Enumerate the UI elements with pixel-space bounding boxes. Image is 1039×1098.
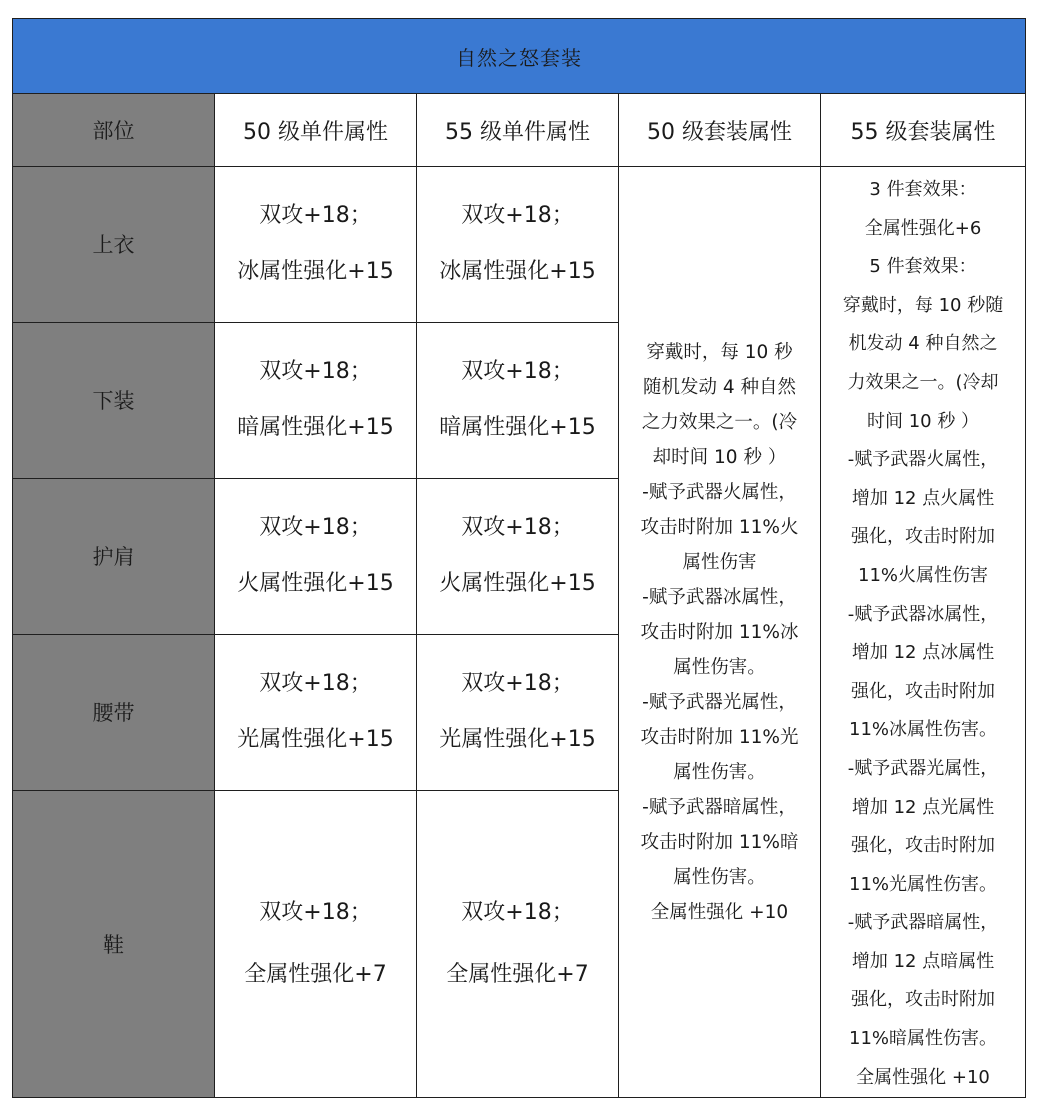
- slot-cell: 鞋: [13, 790, 215, 1098]
- lv50-single-cell: [215, 167, 417, 323]
- lv55-single-cell: [417, 478, 619, 634]
- attr-line: 暗属性强化+15: [237, 415, 394, 441]
- header-55-set: 55 级套装属性: [821, 94, 1026, 167]
- set-text-line: 时间 10 秒 ）: [866, 410, 980, 432]
- table-row: [13, 167, 1026, 323]
- attr-line: 火属性强化+15: [237, 571, 394, 597]
- attr-line: 双攻+18；: [259, 203, 372, 229]
- set-text-line: -赋予武器光属性，: [642, 691, 797, 713]
- set-text-line: 增加 12 点光属性: [851, 796, 995, 818]
- set55-text: [821, 171, 1025, 1097]
- set-text-line: 全属性强化+6: [864, 217, 982, 239]
- set-text-line: 属性伤害: [682, 551, 757, 573]
- set-text-line: -赋予武器火属性，: [642, 481, 797, 503]
- set-text-line: 属性伤害。: [673, 866, 766, 888]
- attr-line: 全属性强化+7: [446, 961, 589, 987]
- set-text-line: 全属性强化 +10: [856, 1066, 990, 1088]
- slot-cell: 下装: [13, 322, 215, 478]
- attr-line: 双攻+18；: [461, 899, 574, 925]
- attr-line: 双攻+18；: [461, 359, 574, 385]
- attr-line: 双攻+18；: [461, 671, 574, 697]
- set-text-line: 11%冰属性伤害。: [849, 719, 998, 741]
- attr-line: 双攻+18；: [259, 671, 372, 697]
- attr-line: 冰属性强化+15: [439, 259, 596, 285]
- header-slot: 部位: [13, 94, 215, 167]
- attr-line: 光属性强化+15: [439, 727, 596, 753]
- set-attribute-table: [12, 18, 1026, 1098]
- set-text-line: 却时间 10 秒 ）: [652, 446, 787, 468]
- set-text-line: -赋予武器暗属性，: [847, 912, 999, 934]
- set-text-line: 随机发动 4 种自然: [642, 376, 797, 398]
- set-text-line: 3 件套效果：: [869, 179, 977, 200]
- set-text-line: 增加 12 点火属性: [851, 487, 995, 509]
- set-text-line: 强化，攻击时附加: [851, 526, 996, 548]
- set-text-line: -赋予武器火属性，: [847, 449, 999, 471]
- set-text-line: 强化，攻击时附加: [851, 989, 996, 1011]
- set-text-line: 11%暗属性伤害。: [849, 1028, 998, 1050]
- attr-line: 光属性强化+15: [237, 727, 394, 753]
- set-text-line: 增加 12 点冰属性: [851, 642, 995, 664]
- lv50-set-cell: [619, 167, 821, 1098]
- lv50-single-cell: [215, 790, 417, 1098]
- set-text-line: 攻击时附加 11%冰: [640, 621, 799, 643]
- set-text-line: 11%火属性伤害: [858, 564, 989, 586]
- set-text-line: 机发动 4 种自然之: [848, 333, 998, 355]
- set-text-line: 增加 12 点暗属性: [851, 950, 995, 972]
- set-text-line: -赋予武器暗属性，: [642, 796, 797, 818]
- set-text-line: 属性伤害。: [673, 761, 766, 783]
- attr-line: 双攻+18；: [259, 359, 372, 385]
- lv55-set-cell: [821, 167, 1026, 1098]
- header-50-single: 50 级单件属性: [215, 94, 417, 167]
- set-text-line: 之力效果之一。(冷: [641, 411, 798, 433]
- lv55-single-cell: [417, 167, 619, 323]
- set-text-line: 穿戴时，每 10 秒: [646, 341, 793, 363]
- attr-line: 双攻+18；: [461, 515, 574, 541]
- table-title: 自然之怒套装: [13, 19, 1026, 94]
- set-text-line: 11%光属性伤害。: [849, 873, 998, 895]
- attr-line: 全属性强化+7: [244, 961, 387, 987]
- lv55-single-cell: [417, 790, 619, 1098]
- set-text-line: -赋予武器冰属性，: [642, 586, 797, 608]
- set-text-line: 力效果之一。(冷却: [847, 371, 999, 393]
- lv50-single-cell: [215, 634, 417, 790]
- header-row: [13, 94, 1026, 167]
- attr-line: 火属性强化+15: [439, 571, 596, 597]
- title-row: [13, 19, 1026, 94]
- header-55-single: 55 级单件属性: [417, 94, 619, 167]
- slot-cell: 腰带: [13, 634, 215, 790]
- attr-line: 冰属性强化+15: [237, 259, 394, 285]
- set-text-line: -赋予武器光属性，: [847, 757, 999, 779]
- attr-line: 暗属性强化+15: [439, 415, 596, 441]
- lv55-single-cell: [417, 634, 619, 790]
- header-50-set: 50 级套装属性: [619, 94, 821, 167]
- slot-cell: 上衣: [13, 167, 215, 323]
- set-text-line: 攻击时附加 11%暗: [640, 831, 799, 853]
- lv50-single-cell: [215, 322, 417, 478]
- attr-line: 双攻+18；: [259, 515, 372, 541]
- set-text-line: 攻击时附加 11%光: [640, 726, 799, 748]
- attr-line: 双攻+18；: [461, 203, 574, 229]
- set-text-line: 强化，攻击时附加: [851, 680, 996, 702]
- slot-cell: 护肩: [13, 478, 215, 634]
- attr-line: 双攻+18；: [259, 899, 372, 925]
- set-text-line: 5 件套效果：: [869, 256, 977, 278]
- set-text-line: 全属性强化 +10: [650, 901, 789, 923]
- set-text-line: -赋予武器冰属性，: [847, 603, 999, 625]
- lv50-single-cell: [215, 478, 417, 634]
- set-text-line: 穿戴时，每 10 秒随: [842, 294, 1004, 316]
- set-text-line: 属性伤害。: [673, 656, 766, 678]
- set50-text: [619, 335, 820, 930]
- set-text-line: 攻击时附加 11%火: [640, 516, 799, 538]
- set-text-line: 强化，攻击时附加: [851, 835, 996, 857]
- lv55-single-cell: [417, 322, 619, 478]
